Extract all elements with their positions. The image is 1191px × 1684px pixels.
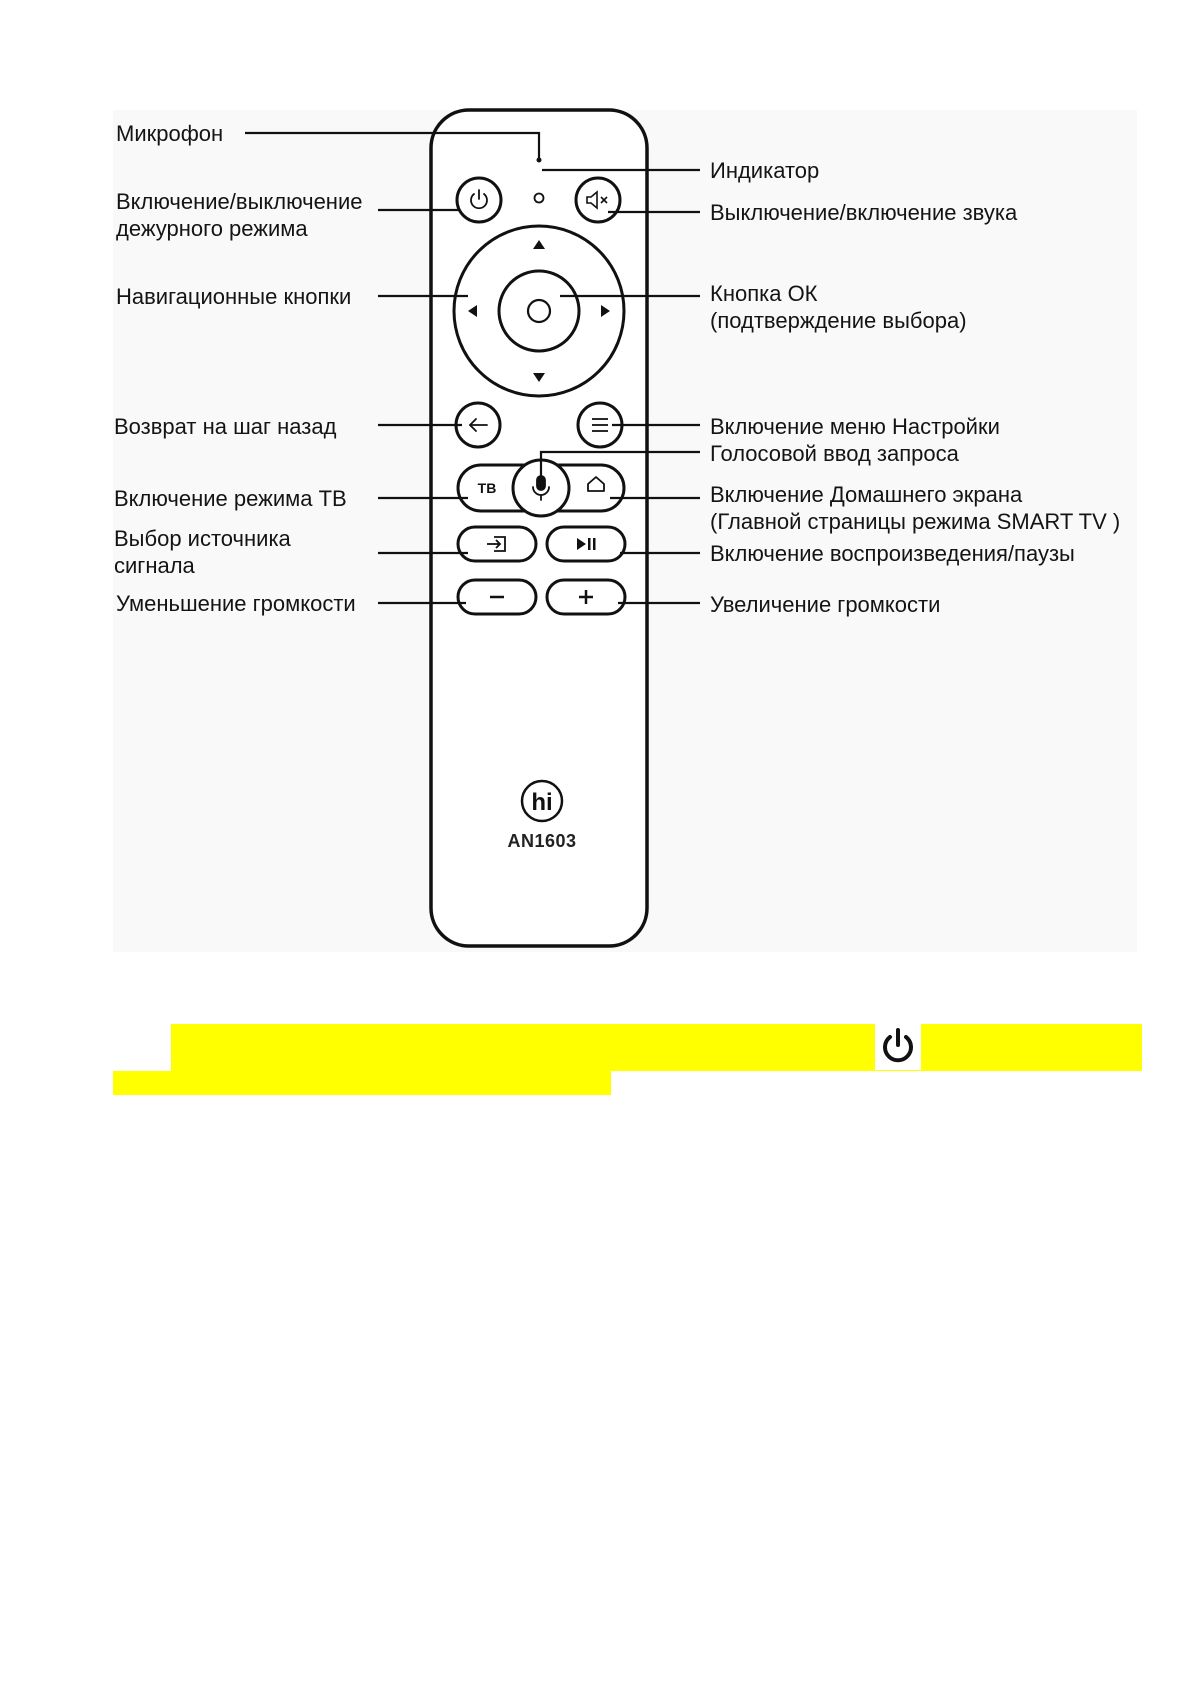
ok-button <box>499 271 579 351</box>
label-standby <box>116 188 362 242</box>
label-play-pause: Включение воспроизведения/паузы <box>710 541 1075 566</box>
label-standby-line1: Включение/выключение <box>116 189 363 214</box>
label-settings-menu: Включение меню Настройки <box>710 414 1000 439</box>
label-volume-down: Уменьшение громкости <box>116 591 356 616</box>
volume-up-button <box>547 580 625 614</box>
model-label: AN1603 <box>507 831 577 851</box>
label-ok-line2: (подтверждение выбора) <box>710 308 967 333</box>
label-voice-input: Голосовой ввод запроса <box>710 441 959 466</box>
inline-power-icon <box>875 1024 921 1070</box>
highlight-line-1 <box>171 1024 1142 1071</box>
label-navigation: Навигационные кнопки <box>116 284 352 309</box>
label-indicator: Индикатор <box>710 158 820 183</box>
source-button <box>458 527 536 561</box>
label-home-line2: (Главной страницы режима SMART TV ) <box>710 509 1121 534</box>
label-microphone: Микрофон <box>116 121 224 146</box>
navigation-ring <box>454 226 624 396</box>
power-button <box>457 178 501 222</box>
brand-logo <box>522 781 562 821</box>
highlight-line-2 <box>113 1071 611 1095</box>
label-home <box>710 481 1120 535</box>
label-mute: Выключение/включение звука <box>710 200 1018 225</box>
tv-button-text: ТВ <box>477 480 497 496</box>
label-back: Возврат на шаг назад <box>114 414 337 439</box>
label-standby-line2: дежурного режима <box>116 216 308 241</box>
label-source <box>114 525 291 579</box>
mute-button <box>576 178 620 222</box>
brand-logo-text: hi <box>531 789 553 816</box>
back-button <box>456 403 500 447</box>
label-volume-up: Увеличение громкости <box>710 592 941 617</box>
label-ok-line1: Кнопка ОК <box>710 281 818 306</box>
label-source-line1: Выбор источника <box>114 526 291 551</box>
label-source-line2: сигнала <box>114 553 195 578</box>
label-tv-mode: Включение режима ТВ <box>114 486 347 511</box>
label-ok <box>710 280 967 334</box>
label-home-line1: Включение Домашнего экрана <box>710 482 1023 507</box>
play-pause-button <box>547 527 625 561</box>
volume-down-button <box>458 580 536 614</box>
